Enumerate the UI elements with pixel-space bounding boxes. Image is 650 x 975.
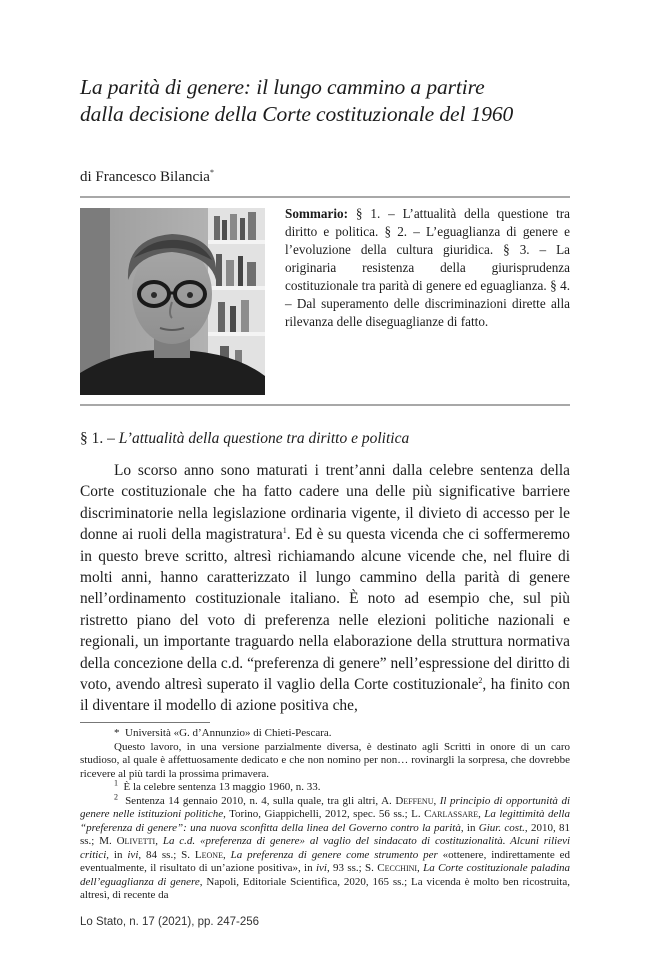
footnote-2-author: Deffenu — [395, 794, 434, 807]
footnote-2-text: , in — [460, 821, 476, 834]
footnote-2-text: , 84 ss.; S. — [138, 848, 191, 861]
footnote-star — [80, 727, 570, 741]
footnote-2-text: , 2010, 81 ss.; M. — [80, 821, 571, 847]
footnote-2-text: Sentenza 14 gennaio 2010, n. 4, sulla quale, tra gli altri, A. — [125, 794, 392, 807]
footnote-star-dedication: Questo lavoro, in una versione parzialmente diversa, è destinato agli Scritti in onore di un caro studioso, al quale è affettuosamente dedicato e che non nomino per non… rovinargli la sorpresa, che dovrebbe ricevere al più tardi la prossima primavera. — [80, 740, 570, 780]
journal-citation: Lo Stato, n. 17 (2021), pp. 247-256 — [80, 916, 260, 928]
author-line — [80, 169, 214, 186]
footnote-2: $^2$ Sentenza 14 gennaio 2010, n. 4, sulla quale, tra gli altri, A. Deffenu, Il principio di opportunità di genere nelle istituzioni politiche, Torino, Giappichelli, 2012, spec. 56 ss.; L. Carlassare, La legittimità della “preferenza di genere”: una nuova sconfitta della linea del Governo contro la parità, in Giur. cost., 2010, 81 ss.; M. Olivetti, La c.d. «preferenza di genere» al vaglio del sindacato di costituzionalità. Alcuni rilievi critici, in ivi, 84 ss.; S. Leone, La preferenza di genere come strumento per «ottenere, indirettamente ed eventualmente, il risultato di un’azione positiva», in ivi, 93 ss.; S. Cecchini, La Corte costituzionale paladina dell’eguaglianza di genere, Napoli, Editoriale Scientifica, 2020, 165 ss.; La vicenda è molto ben ricostruita, altresì, di recente da — [80, 791, 571, 901]
footnote-2-work-title: La legittimità della “preferenza di genere”: una nuova sconfitta della linea del Governo contro la parità — [80, 808, 570, 834]
footnote-ref-1[interactable]: 1 — [282, 526, 287, 536]
footnote-1 — [80, 778, 570, 795]
footnote-1-text: È la celebre sentenza 13 maggio 1960, n. 33. — [123, 781, 321, 793]
section-number: § 1. – — [80, 430, 115, 447]
footnote-2-journal: ivi — [315, 862, 327, 874]
footnotes — [80, 727, 570, 903]
body-paragraph — [80, 460, 570, 717]
header-divider — [80, 196, 570, 198]
footnote-2-author: Carlassare — [424, 808, 479, 820]
body-text-part-3: , ha finito con il diventare il modello di azione positiva che, — [80, 676, 570, 715]
footnote-2-text: «ottenere, indirettamente ed eventualmente, il risultato di un’azione positiva», in — [80, 848, 570, 874]
footnote-2-author: Olivetti — [116, 835, 156, 847]
summary-box — [285, 205, 570, 331]
section-title: L’attualità della questione tra diritto e politica — [118, 430, 410, 447]
footnote-2-text: , Napoli, Editoriale Scientifica, 2020, 165 ss.; La vicenda è molto ben ricostruita, altresì, di recente da — [80, 875, 570, 901]
footnote-1-marker: 1 — [114, 778, 118, 788]
author-footnote-marker[interactable]: * — [209, 168, 214, 177]
author-name: di Francesco Bilancia — [80, 169, 210, 185]
article-title — [80, 74, 580, 128]
author-photo — [80, 208, 265, 395]
body-text-part-1: Lo scorso anno sono maturati i trent’anni dalla celebre sentenza della Corte costituzionale che ha fatto cadere una delle più significative barriere discriminatorie nella legislazione ordinaria vigente, il divieto di accesso per le donne ai ruoli della magistratura — [80, 462, 570, 544]
footnote-2-work-title: La c.d. «preferenza di genere» al vaglio del sindacato di costituzionalità. Alcuni rilievi critici — [80, 835, 571, 861]
section-heading — [80, 430, 570, 448]
footnote-2-author: Leone — [194, 848, 223, 861]
footnote-2-work-title: La preferenza di genere come strumento per — [230, 848, 438, 861]
footnote-2-author: Cecchini — [377, 862, 418, 874]
summary-label: Sommario: — [285, 206, 348, 221]
footnote-2-work-title: Il principio di opportunità di genere nelle istituzioni politiche — [80, 794, 570, 820]
summary-divider — [80, 404, 570, 406]
footnote-2-text: , 93 ss.; S. — [326, 862, 374, 874]
footnote-2-text: , in — [106, 848, 123, 861]
footnote-star-affiliation: Università «G. d’Annunzio» di Chieti-Pescara. — [125, 727, 332, 739]
summary-text: § 1. – L’attualità della questione tra diritto e politica. § 2. – L’eguaglianza di genere e l’evoluzione della cultura giuridica. § 3. – La originaria resistenza della giurisprudenza costituzionale tra parità di genere ed eguaglianza. § 4. – Dal superamento delle discriminazioni dirette alla rilevanza delle diseguaglianze di fatto. — [285, 206, 570, 329]
article-title-line-1: La parità di genere: il lungo cammino a partire — [80, 75, 485, 99]
footnote-2-work-title: La Corte costituzionale paladina dell’eguaglianza di genere — [80, 862, 571, 888]
author-portrait-image — [80, 208, 265, 395]
footnote-2-text: , Torino, Giappichelli, 2012, spec. 56 ss.; L. — [223, 808, 421, 820]
footnote-2-marker: 2 — [114, 791, 118, 801]
footnote-separator — [80, 722, 210, 723]
footnote-star-marker: * — [114, 727, 120, 739]
footnote-2-journal: Giur. cost. — [478, 821, 525, 834]
footnote-2-journal: ivi — [127, 848, 139, 861]
footnote-ref-2[interactable]: 2 — [478, 675, 483, 685]
article-title-line-2: dalla decisione della Corte costituzionale del 1960 — [80, 102, 514, 126]
body-text-part-2: . Ed è su questa vicenda che ci soffermeremo in questo breve scritto, altresì richiamando alcune vicende che, nel fluire di molti anni, hanno caratterizzato il lungo cammino della parità di genere nell’ordinamento costituzionale italiano. È noto ad esempio che, sul più ristretto piano del voto di preferenza nelle elezioni politiche nazionali e regionali, un importante traguardo nella elaborazione della struttura normativa della concezione della c.d. “preferenza di genere” nell’espressione del diritto di voto, avendo altresì superato il vaglio della Corte costituzionale — [80, 526, 570, 694]
